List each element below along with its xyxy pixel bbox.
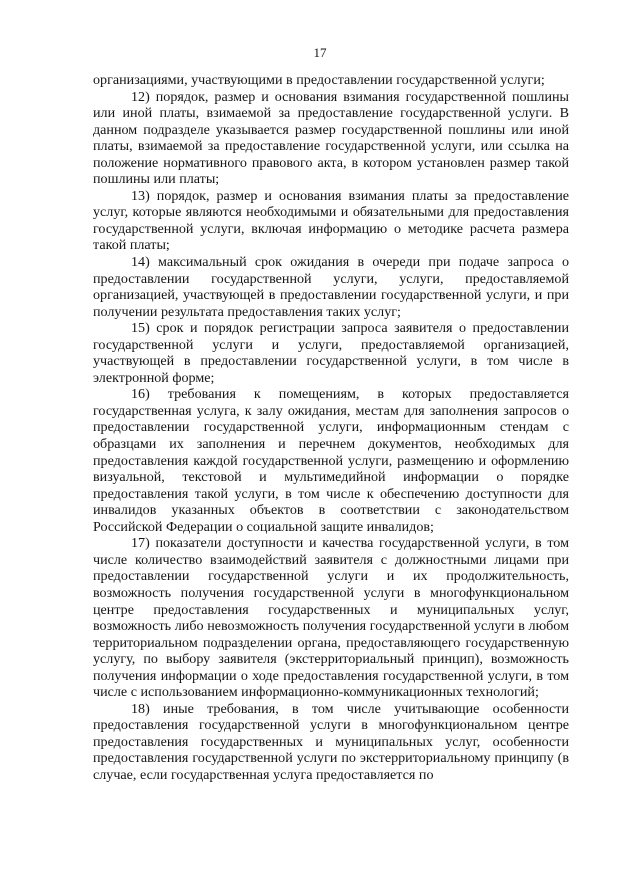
paragraph: 15) срок и порядок регистрации запроса заявителя о предоставлении государственной услуги и услуги, предоставляемой организацией, участвующей в предоставлении государственной услуги, в том числе в электронной форме; (93, 320, 569, 386)
paragraph: организациями, участвующими в предоставлении государственной услуги; (93, 72, 545, 88)
paragraph: 14) максимальный срок ожидания в очереди при подаче запроса о предоставлении государственной услуги, услуги, предоставляемой организацией, участвующей в предоставлении государственной услуги, и при получении результата предоставления таких услуг; (93, 254, 569, 320)
paragraph: 17) показатели доступности и качества государственной услуги, в том числе количество взаимодействий заявителя с должностными лицами при предоставлении государственной услуги и их продолжительность, возможность получения государственной услуги в многофункциональном центре предоставления государственных и муниципальных услуг, возможность либо невозможность получения государственной услуги в любом территориальном подразделении органа, предоставляющего государственную услугу, по выбору заявителя (экстерриториальный принцип), возможность получения информации о ходе предоставления государственной услуги, в том числе с использованием информационно-коммуникационных технологий; (93, 535, 569, 701)
paragraph: 18) иные требования, в том числе учитывающие особенности предоставления государственной услуги в многофункциональном центре предоставления государственных и муниципальных услуг, особенности предоставления государственной услуги по экстерриториальному принципу (в случае, если государственная услуга предоставляется по (93, 700, 569, 783)
document-body (93, 72, 569, 784)
page-number: 17 (313, 45, 327, 60)
paragraph: 16) требования к помещениям, в которых предоставляется государственная услуга, к залу ожидания, местам для заполнения запросов о предоставлении государственной услуги, информационным стендам с образцами их заполнения и перечнем документов, необходимых для предоставления каждой государственной услуги, размещению и оформлению визуальной, текстовой и мультимедийной информации о порядке предоставления такой услуги, в том числе к обеспечению доступности для инвалидов указанных объектов в соответствии с законодательством Российской Федерации о социальной защите инвалидов; (93, 386, 569, 535)
paragraph: 13) порядок, размер и основания взимания платы за предоставление услуг, которые являются необходимыми и обязательными для предоставления государственной услуги, включая информацию о методике расчета размера такой платы; (93, 187, 569, 254)
paragraph: 12) порядок, размер и основания взимания государственной пошлины или иной платы, взимаемой за предоставление государственной услуги. В данном подразделе указывается размер государственной пошлины или иной платы, взимаемой за предоставление государственной услуги, или ссылка на положение нормативного правового акта, в котором установлен размер такой пошлины или платы; (93, 88, 569, 188)
